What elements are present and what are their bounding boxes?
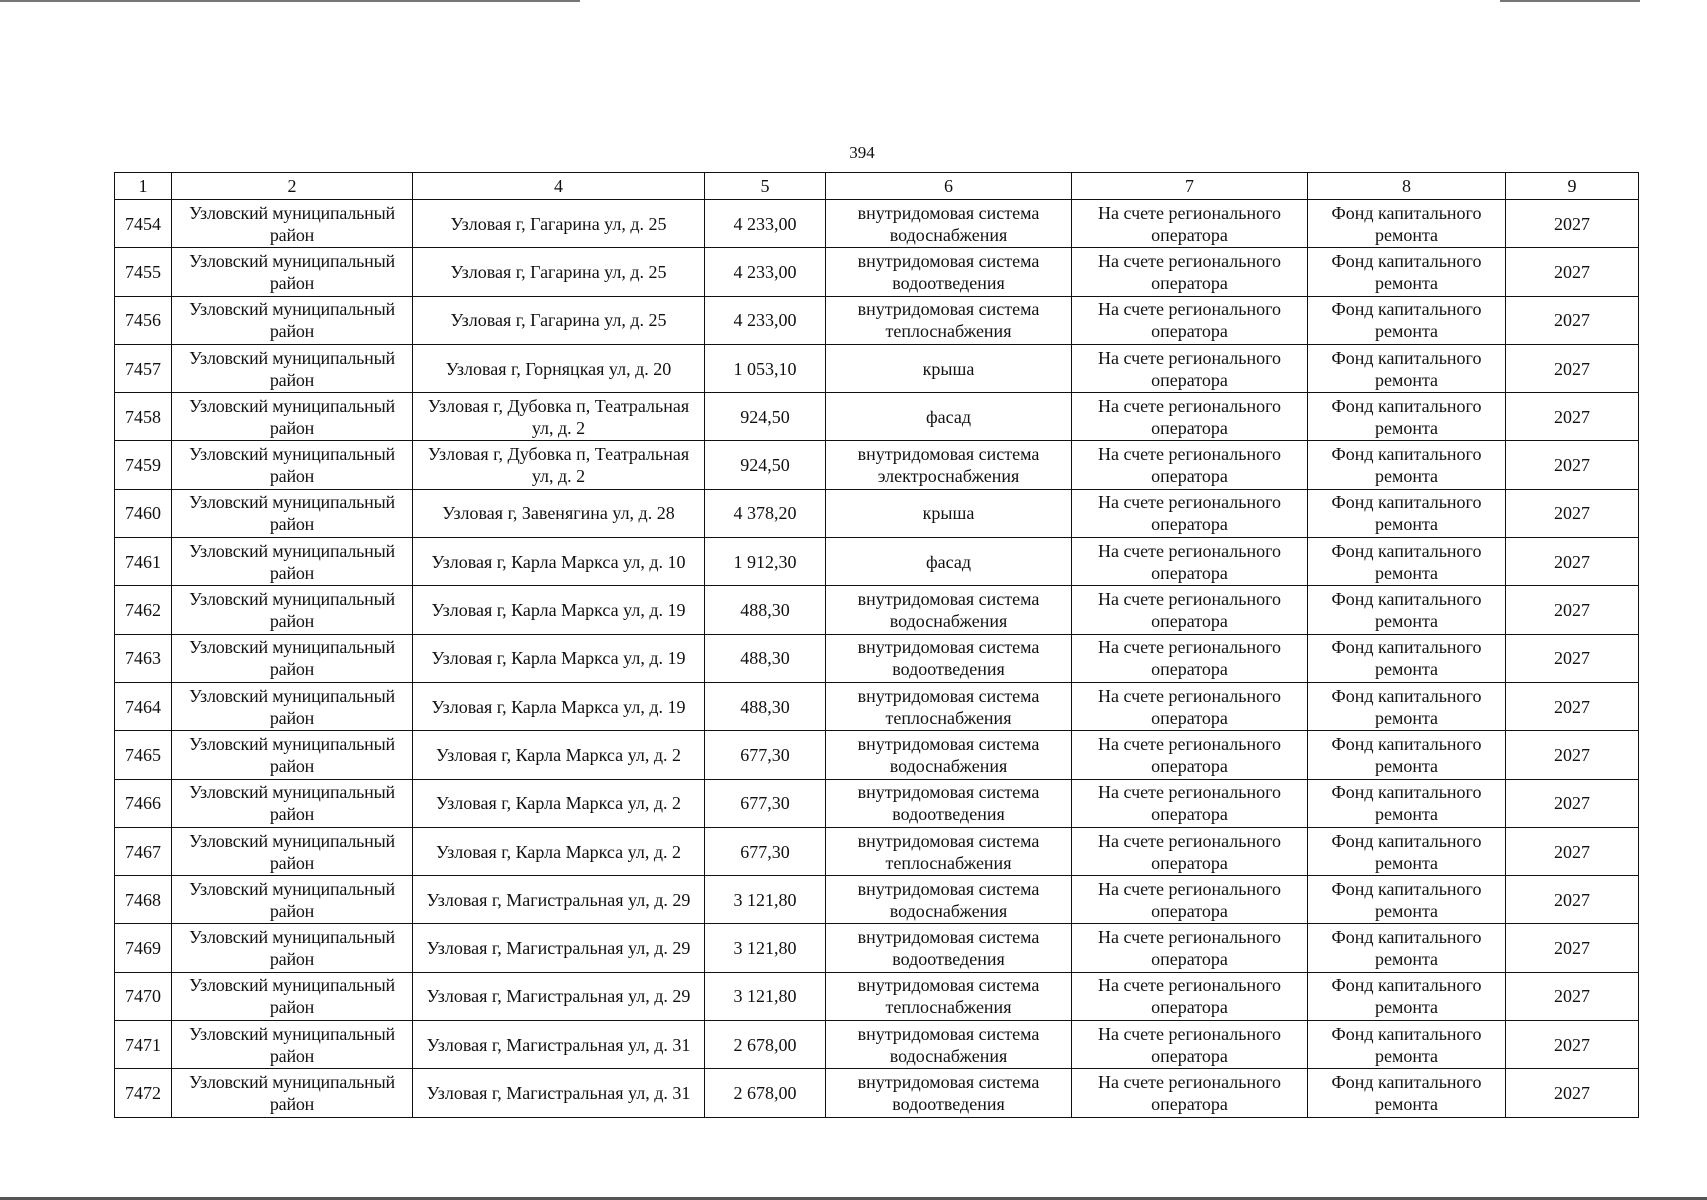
account-method-cell: На счете регионального оператора — [1072, 538, 1308, 586]
row-number-cell: 7460 — [115, 489, 172, 537]
row-number-cell: 7471 — [115, 1021, 172, 1069]
address-cell: Узловая г, Гагарина ул, д. 25 — [413, 200, 705, 248]
account-method-cell: На счете регионального оператора — [1072, 248, 1308, 296]
work-type-cell: внутридомовая система теплоснабжения — [826, 296, 1072, 344]
table-row — [115, 393, 1639, 441]
district-cell: Узловский муниципальный район — [172, 682, 413, 730]
district-cell: Узловский муниципальный район — [172, 538, 413, 586]
funding-source-cell: Фонд капитального ремонта — [1308, 586, 1506, 634]
area-cell: 677,30 — [705, 779, 826, 827]
funding-source-cell: Фонд капитального ремонта — [1308, 924, 1506, 972]
address-cell: Узловая г, Магистральная ул, д. 29 — [413, 924, 705, 972]
year-cell: 2027 — [1506, 682, 1639, 730]
work-type-cell: крыша — [826, 489, 1072, 537]
district-cell: Узловский муниципальный район — [172, 1021, 413, 1069]
year-cell: 2027 — [1506, 634, 1639, 682]
work-type-cell: внутридомовая система водоснабжения — [826, 876, 1072, 924]
funding-source-cell: Фонд капитального ремонта — [1308, 200, 1506, 248]
funding-source-cell: Фонд капитального ремонта — [1308, 1069, 1506, 1117]
area-cell: 3 121,80 — [705, 972, 826, 1020]
district-cell: Узловский муниципальный район — [172, 779, 413, 827]
capital-repair-table — [114, 172, 1639, 1118]
funding-source-cell: Фонд капитального ремонта — [1308, 489, 1506, 537]
row-number-cell: 7461 — [115, 538, 172, 586]
address-cell: Узловая г, Горняцкая ул, д. 20 — [413, 344, 705, 392]
year-cell: 2027 — [1506, 731, 1639, 779]
area-cell: 1 053,10 — [705, 344, 826, 392]
address-cell: Узловая г, Завенягина ул, д. 28 — [413, 489, 705, 537]
funding-source-cell: Фонд капитального ремонта — [1308, 248, 1506, 296]
row-number-cell: 7469 — [115, 924, 172, 972]
funding-source-cell: Фонд капитального ремонта — [1308, 634, 1506, 682]
district-cell: Узловский муниципальный район — [172, 586, 413, 634]
address-cell: Узловая г, Дубовка п, Театральная ул, д. 2 — [413, 393, 705, 441]
account-method-cell: На счете регионального оператора — [1072, 296, 1308, 344]
table-row — [115, 441, 1639, 489]
work-type-cell: внутридомовая система электроснабжения — [826, 441, 1072, 489]
table-row — [115, 200, 1639, 248]
column-header: 7 — [1072, 173, 1308, 200]
row-number-cell: 7472 — [115, 1069, 172, 1117]
district-cell: Узловский муниципальный район — [172, 248, 413, 296]
year-cell: 2027 — [1506, 538, 1639, 586]
work-type-cell: внутридомовая система водоснабжения — [826, 1021, 1072, 1069]
column-header: 9 — [1506, 173, 1639, 200]
column-header: 6 — [826, 173, 1072, 200]
column-header: 5 — [705, 173, 826, 200]
work-type-cell: внутридомовая система теплоснабжения — [826, 827, 1072, 875]
table-row — [115, 634, 1639, 682]
column-header: 2 — [172, 173, 413, 200]
funding-source-cell: Фонд капитального ремонта — [1308, 1021, 1506, 1069]
area-cell: 488,30 — [705, 586, 826, 634]
address-cell: Узловая г, Дубовка п, Театральная ул, д. 2 — [413, 441, 705, 489]
account-method-cell: На счете регионального оператора — [1072, 344, 1308, 392]
district-cell: Узловский муниципальный район — [172, 634, 413, 682]
area-cell: 2 678,00 — [705, 1069, 826, 1117]
account-method-cell: На счете регионального оператора — [1072, 441, 1308, 489]
table-row — [115, 972, 1639, 1020]
year-cell: 2027 — [1506, 924, 1639, 972]
funding-source-cell: Фонд капитального ремонта — [1308, 296, 1506, 344]
row-number-cell: 7462 — [115, 586, 172, 634]
year-cell: 2027 — [1506, 586, 1639, 634]
year-cell: 2027 — [1506, 876, 1639, 924]
funding-source-cell: Фонд капитального ремонта — [1308, 779, 1506, 827]
year-cell: 2027 — [1506, 200, 1639, 248]
year-cell: 2027 — [1506, 296, 1639, 344]
district-cell: Узловский муниципальный район — [172, 200, 413, 248]
account-method-cell: На счете регионального оператора — [1072, 586, 1308, 634]
area-cell: 4 378,20 — [705, 489, 826, 537]
funding-source-cell: Фонд капитального ремонта — [1308, 731, 1506, 779]
table-row — [115, 876, 1639, 924]
work-type-cell: крыша — [826, 344, 1072, 392]
district-cell: Узловский муниципальный район — [172, 344, 413, 392]
address-cell: Узловая г, Карла Маркса ул, д. 2 — [413, 779, 705, 827]
table-body — [115, 200, 1639, 1118]
address-cell: Узловая г, Карла Маркса ул, д. 2 — [413, 731, 705, 779]
account-method-cell: На счете регионального оператора — [1072, 634, 1308, 682]
funding-source-cell: Фонд капитального ремонта — [1308, 344, 1506, 392]
district-cell: Узловский муниципальный район — [172, 827, 413, 875]
work-type-cell: внутридомовая система водоотведения — [826, 1069, 1072, 1117]
table-row — [115, 489, 1639, 537]
account-method-cell: На счете регионального оператора — [1072, 924, 1308, 972]
district-cell: Узловский муниципальный район — [172, 441, 413, 489]
work-type-cell: внутридомовая система водоотведения — [826, 924, 1072, 972]
district-cell: Узловский муниципальный район — [172, 972, 413, 1020]
row-number-cell: 7467 — [115, 827, 172, 875]
year-cell: 2027 — [1506, 248, 1639, 296]
row-number-cell: 7466 — [115, 779, 172, 827]
year-cell: 2027 — [1506, 1021, 1639, 1069]
scan-edge-top-left — [0, 0, 580, 2]
scan-edge-top-right — [1500, 0, 1640, 2]
row-number-cell: 7454 — [115, 200, 172, 248]
table-header-row — [115, 173, 1639, 200]
work-type-cell: внутридомовая система водоснабжения — [826, 586, 1072, 634]
address-cell: Узловая г, Карла Маркса ул, д. 10 — [413, 538, 705, 586]
district-cell: Узловский муниципальный район — [172, 1069, 413, 1117]
year-cell: 2027 — [1506, 441, 1639, 489]
row-number-cell: 7455 — [115, 248, 172, 296]
area-cell: 677,30 — [705, 731, 826, 779]
table-row — [115, 779, 1639, 827]
work-type-cell: внутридомовая система теплоснабжения — [826, 972, 1072, 1020]
account-method-cell: На счете регионального оператора — [1072, 393, 1308, 441]
account-method-cell: На счете регионального оператора — [1072, 827, 1308, 875]
table-row — [115, 344, 1639, 392]
column-header: 1 — [115, 173, 172, 200]
table-row — [115, 1021, 1639, 1069]
row-number-cell: 7457 — [115, 344, 172, 392]
year-cell: 2027 — [1506, 344, 1639, 392]
row-number-cell: 7470 — [115, 972, 172, 1020]
work-type-cell: внутридомовая система теплоснабжения — [826, 682, 1072, 730]
district-cell: Узловский муниципальный район — [172, 924, 413, 972]
table-row — [115, 924, 1639, 972]
table-row — [115, 827, 1639, 875]
row-number-cell: 7468 — [115, 876, 172, 924]
work-type-cell: внутридомовая система водоотведения — [826, 248, 1072, 296]
row-number-cell: 7458 — [115, 393, 172, 441]
address-cell: Узловая г, Гагарина ул, д. 25 — [413, 248, 705, 296]
address-cell: Узловая г, Магистральная ул, д. 31 — [413, 1021, 705, 1069]
area-cell: 677,30 — [705, 827, 826, 875]
district-cell: Узловский муниципальный район — [172, 489, 413, 537]
account-method-cell: На счете регионального оператора — [1072, 779, 1308, 827]
area-cell: 4 233,00 — [705, 248, 826, 296]
district-cell: Узловский муниципальный район — [172, 731, 413, 779]
work-type-cell: фасад — [826, 538, 1072, 586]
account-method-cell: На счете регионального оператора — [1072, 682, 1308, 730]
year-cell: 2027 — [1506, 827, 1639, 875]
area-cell: 3 121,80 — [705, 876, 826, 924]
funding-source-cell: Фонд капитального ремонта — [1308, 441, 1506, 489]
year-cell: 2027 — [1506, 393, 1639, 441]
page-number: 394 — [849, 143, 875, 162]
year-cell: 2027 — [1506, 972, 1639, 1020]
area-cell: 2 678,00 — [705, 1021, 826, 1069]
area-cell: 488,30 — [705, 682, 826, 730]
district-cell: Узловский муниципальный район — [172, 296, 413, 344]
funding-source-cell: Фонд капитального ремонта — [1308, 972, 1506, 1020]
row-number-cell: 7456 — [115, 296, 172, 344]
row-number-cell: 7459 — [115, 441, 172, 489]
table-row — [115, 248, 1639, 296]
table-row — [115, 538, 1639, 586]
funding-source-cell: Фонд капитального ремонта — [1308, 682, 1506, 730]
address-cell: Узловая г, Карла Маркса ул, д. 19 — [413, 682, 705, 730]
address-cell: Узловая г, Карла Маркса ул, д. 19 — [413, 634, 705, 682]
district-cell: Узловский муниципальный район — [172, 876, 413, 924]
account-method-cell: На счете регионального оператора — [1072, 972, 1308, 1020]
work-type-cell: внутридомовая система водоотведения — [826, 634, 1072, 682]
area-cell: 4 233,00 — [705, 200, 826, 248]
row-number-cell: 7464 — [115, 682, 172, 730]
area-cell: 924,50 — [705, 393, 826, 441]
table-row — [115, 1069, 1639, 1117]
account-method-cell: На счете регионального оператора — [1072, 876, 1308, 924]
account-method-cell: На счете регионального оператора — [1072, 731, 1308, 779]
area-cell: 1 912,30 — [705, 538, 826, 586]
district-cell: Узловский муниципальный район — [172, 393, 413, 441]
account-method-cell: На счете регионального оператора — [1072, 1021, 1308, 1069]
funding-source-cell: Фонд капитального ремонта — [1308, 827, 1506, 875]
funding-source-cell: Фонд капитального ремонта — [1308, 876, 1506, 924]
funding-source-cell: Фонд капитального ремонта — [1308, 538, 1506, 586]
year-cell: 2027 — [1506, 1069, 1639, 1117]
address-cell: Узловая г, Гагарина ул, д. 25 — [413, 296, 705, 344]
work-type-cell: внутридомовая система водоотведения — [826, 779, 1072, 827]
work-type-cell: внутридомовая система водоснабжения — [826, 731, 1072, 779]
address-cell: Узловая г, Магистральная ул, д. 31 — [413, 1069, 705, 1117]
year-cell: 2027 — [1506, 489, 1639, 537]
table-row — [115, 682, 1639, 730]
account-method-cell: На счете регионального оператора — [1072, 200, 1308, 248]
address-cell: Узловая г, Карла Маркса ул, д. 2 — [413, 827, 705, 875]
table-row — [115, 586, 1639, 634]
row-number-cell: 7463 — [115, 634, 172, 682]
column-header: 4 — [413, 173, 705, 200]
account-method-cell: На счете регионального оператора — [1072, 1069, 1308, 1117]
table-row — [115, 731, 1639, 779]
area-cell: 4 233,00 — [705, 296, 826, 344]
area-cell: 3 121,80 — [705, 924, 826, 972]
work-type-cell: фасад — [826, 393, 1072, 441]
year-cell: 2027 — [1506, 779, 1639, 827]
funding-source-cell: Фонд капитального ремонта — [1308, 393, 1506, 441]
work-type-cell: внутридомовая система водоснабжения — [826, 200, 1072, 248]
area-cell: 924,50 — [705, 441, 826, 489]
address-cell: Узловая г, Карла Маркса ул, д. 19 — [413, 586, 705, 634]
address-cell: Узловая г, Магистральная ул, д. 29 — [413, 972, 705, 1020]
row-number-cell: 7465 — [115, 731, 172, 779]
account-method-cell: На счете регионального оператора — [1072, 489, 1308, 537]
area-cell: 488,30 — [705, 634, 826, 682]
table-row — [115, 296, 1639, 344]
address-cell: Узловая г, Магистральная ул, д. 29 — [413, 876, 705, 924]
column-header: 8 — [1308, 173, 1506, 200]
